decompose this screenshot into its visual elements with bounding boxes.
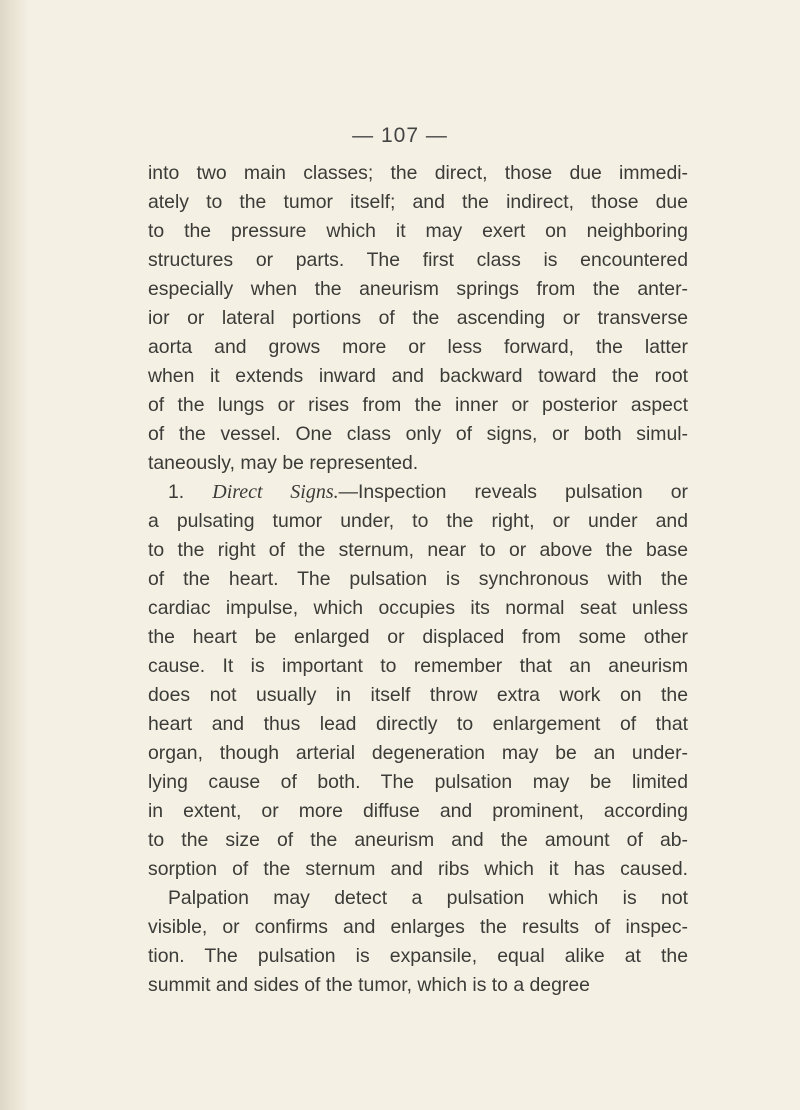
page-binding-shadow	[0, 0, 30, 1110]
text-line: cause. It is important to remember that an aneurism	[148, 655, 688, 677]
section-number: 1.	[168, 481, 185, 503]
text-line: sorption of the sternum and ribs which it has caused.	[148, 858, 688, 880]
text-line: ior or lateral portions of the ascending or transverse	[148, 307, 688, 329]
text-line: organ, though arterial degeneration may be an under-	[148, 742, 688, 764]
text-line: does not usually in itself throw extra work on the	[148, 684, 688, 706]
text-line: especially when the aneurism springs from the anter-	[148, 278, 688, 300]
section-text: —Inspection reveals pulsation or	[338, 481, 688, 503]
text-line: in extent, or more diffuse and prominent, according	[148, 800, 688, 822]
section-heading: Direct Signs.	[212, 481, 339, 503]
page-number: — 107 —	[352, 124, 448, 147]
text-line: Palpation may detect a pulsation which is not	[168, 887, 688, 909]
text-line: into two main classes; the direct, those due immedi-	[148, 162, 688, 184]
text-line: taneously, may be represented.	[148, 452, 419, 474]
text-line: the heart be enlarged or displaced from some other	[148, 626, 688, 648]
text-line: when it extends inward and backward toward the root	[148, 365, 688, 387]
text-line: cardiac impulse, which occupies its normal seat unless	[148, 597, 688, 619]
text-line: summit and sides of the tumor, which is to a degree	[148, 974, 590, 996]
text-line: to the pressure which it may exert on neighboring	[148, 220, 688, 242]
text-line: heart and thus lead directly to enlargement of that	[148, 713, 688, 735]
text-line: of the heart. The pulsation is synchronous with the	[148, 568, 688, 590]
text-line: a pulsating tumor under, to the right, or under and	[148, 510, 688, 532]
text-line: aorta and grows more or less forward, the latter	[148, 336, 688, 358]
text-line: to the size of the aneurism and the amount of ab-	[148, 829, 688, 851]
body-text	[148, 159, 688, 1000]
text-line: of the vessel. One class only of signs, or both simul-	[148, 423, 688, 445]
section-heading-line	[148, 478, 688, 507]
text-line: structures or parts. The first class is encountered	[148, 249, 688, 271]
text-line: ately to the tumor itself; and the indirect, those due	[148, 191, 688, 213]
text-line: visible, or confirms and enlarges the results of inspec-	[148, 916, 688, 938]
text-line: to the right of the sternum, near to or above the base	[148, 539, 688, 561]
text-line: lying cause of both. The pulsation may be limited	[148, 771, 688, 793]
text-line: of the lungs or rises from the inner or posterior aspect	[148, 394, 688, 416]
text-line: tion. The pulsation is expansile, equal alike at the	[148, 945, 688, 967]
